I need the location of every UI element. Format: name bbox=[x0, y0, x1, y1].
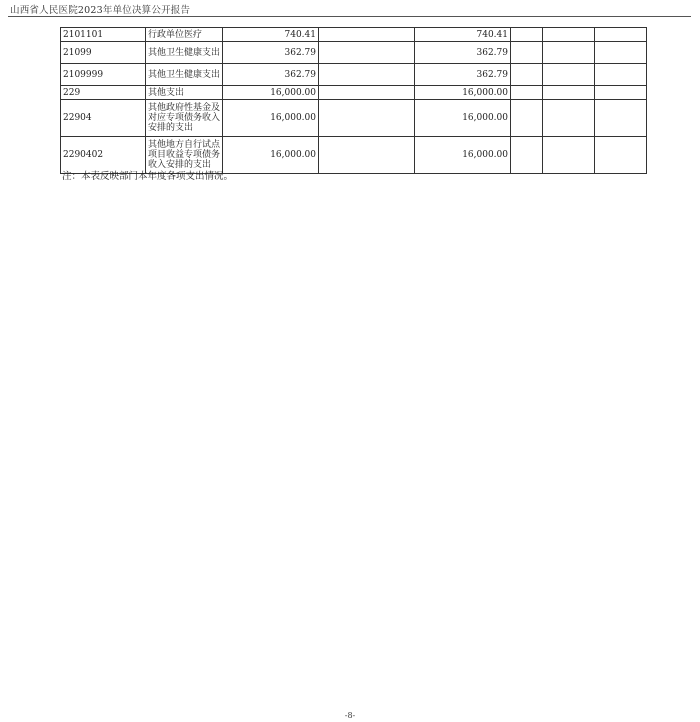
table-row bbox=[61, 86, 647, 100]
row-value-col7 bbox=[543, 28, 595, 42]
row-value-col7 bbox=[543, 64, 595, 86]
table-row bbox=[61, 28, 647, 42]
row-value-col5: 740.41 bbox=[415, 28, 511, 42]
row-value-col4 bbox=[319, 42, 415, 64]
row-value-col6 bbox=[511, 137, 543, 174]
row-value-col3: 16,000.00 bbox=[223, 86, 319, 100]
row-code: 21099 bbox=[61, 42, 146, 64]
row-value-col3: 16,000.00 bbox=[223, 100, 319, 137]
table-row bbox=[61, 42, 647, 64]
page-number: -8- bbox=[344, 711, 356, 720]
row-value-col8 bbox=[595, 86, 647, 100]
table-row bbox=[61, 100, 647, 137]
table-row bbox=[61, 64, 647, 86]
document-header-title: 山西省人民医院2023年单位决算公开报告 bbox=[10, 5, 191, 16]
row-value-col8 bbox=[595, 28, 647, 42]
row-name: 其他卫生健康支出 bbox=[146, 64, 223, 86]
row-value-col4 bbox=[319, 100, 415, 137]
row-name: 其他地方自行试点项目收益专项债务收入安排的支出 bbox=[146, 137, 223, 174]
row-value-col6 bbox=[511, 42, 543, 64]
row-value-col8 bbox=[595, 42, 647, 64]
row-value-col6 bbox=[511, 28, 543, 42]
row-value-col7 bbox=[543, 100, 595, 137]
row-value-col3: 362.79 bbox=[223, 64, 319, 86]
row-code: 2290402 bbox=[61, 137, 146, 174]
table-note: 注：本表反映部门本年度各项支出情况。 bbox=[62, 171, 234, 182]
row-name: 其他卫生健康支出 bbox=[146, 42, 223, 64]
row-value-col6 bbox=[511, 100, 543, 137]
row-value-col3: 362.79 bbox=[223, 42, 319, 64]
row-value-col5: 16,000.00 bbox=[415, 137, 511, 174]
row-value-col8 bbox=[595, 137, 647, 174]
row-value-col8 bbox=[595, 64, 647, 86]
row-value-col4 bbox=[319, 86, 415, 100]
row-value-col3: 740.41 bbox=[223, 28, 319, 42]
row-value-col4 bbox=[319, 28, 415, 42]
row-name: 其他支出 bbox=[146, 86, 223, 100]
row-value-col4 bbox=[319, 64, 415, 86]
row-value-col7 bbox=[543, 42, 595, 64]
row-code: 2101101 bbox=[61, 28, 146, 42]
row-value-col7 bbox=[543, 86, 595, 100]
row-code: 22904 bbox=[61, 100, 146, 137]
row-code: 229 bbox=[61, 86, 146, 100]
row-value-col8 bbox=[595, 100, 647, 137]
row-name: 行政单位医疗 bbox=[146, 28, 223, 42]
header-rule bbox=[8, 16, 691, 17]
row-code: 2109999 bbox=[61, 64, 146, 86]
row-value-col5: 362.79 bbox=[415, 64, 511, 86]
row-value-col7 bbox=[543, 137, 595, 174]
row-value-col5: 16,000.00 bbox=[415, 86, 511, 100]
expenditure-table bbox=[60, 27, 647, 174]
row-value-col5: 16,000.00 bbox=[415, 100, 511, 137]
row-value-col5: 362.79 bbox=[415, 42, 511, 64]
row-value-col3: 16,000.00 bbox=[223, 137, 319, 174]
row-value-col6 bbox=[511, 86, 543, 100]
row-name: 其他政府性基金及对应专项债务收入安排的支出 bbox=[146, 100, 223, 137]
row-value-col6 bbox=[511, 64, 543, 86]
table-body bbox=[61, 28, 647, 174]
row-value-col4 bbox=[319, 137, 415, 174]
